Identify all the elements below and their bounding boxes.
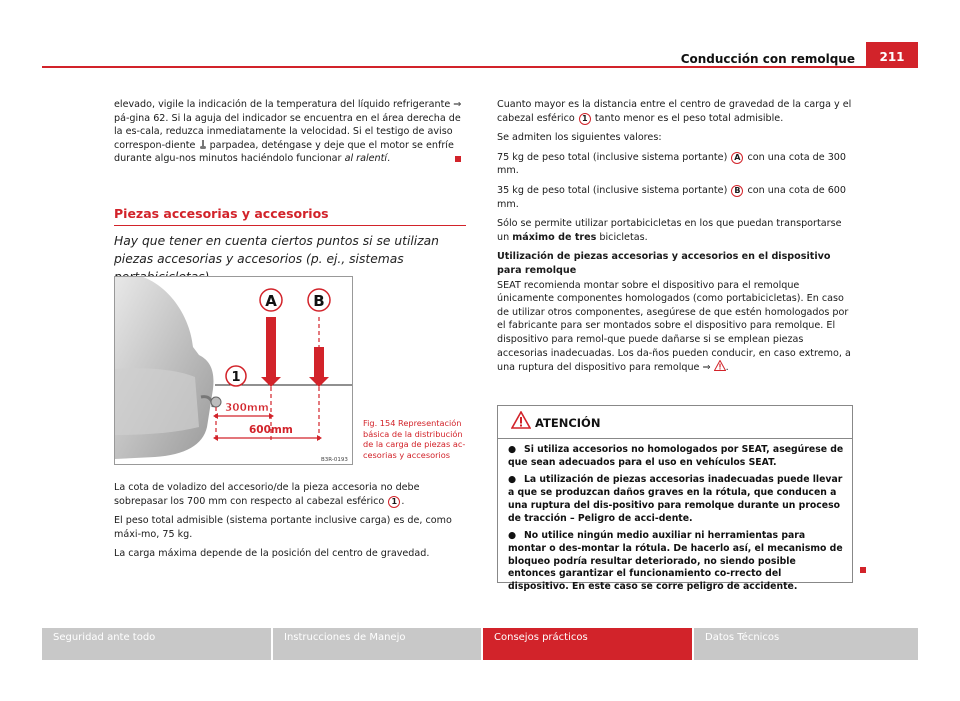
warning-header bbox=[498, 406, 852, 439]
marker-a-badge: A bbox=[731, 152, 743, 164]
section-heading: Piezas accesorias y accesorios bbox=[114, 206, 466, 226]
load-distribution-diagram bbox=[115, 277, 353, 465]
warning-item: ● No utilice ningún medio auxiliar ni herramientas para montar o des-montar la rótula. De hacerlo así, el mecanismo de bloqueo podría resultar deteriorado, no siendo posible entonces garantizar el funcionamiento co-rrecto del dispositivo. En este caso se corre peligro de accidente. bbox=[508, 530, 843, 593]
right-column bbox=[497, 98, 853, 381]
label-1: 1 bbox=[231, 370, 241, 385]
footer-tab-instrucciones[interactable]: Instrucciones de Manejo bbox=[273, 628, 481, 660]
caution-triangle-icon bbox=[511, 411, 531, 429]
paragraph-seat-recommends: SEAT recomienda montar sobre el dispositivo para el remolque únicamente componentes homologados (como portabicicletas). En caso de utilizar otros componentes, asegúrese de que estén homologados por el fabricante para ser montados sobre el dispositivo para remolque. El dispositivo para remol-que puede dañarse si se emplean piezas accesorias inadecuadas. Los da-ños pueden conducir, en caso extremo, a una ruptura del dispositivo para remolque ⇒ . bbox=[497, 279, 851, 374]
footer-tab-consejos[interactable]: Consejos prácticos bbox=[483, 628, 692, 660]
towball-shape bbox=[211, 397, 221, 407]
section-lead: Hay que tener en cuenta ciertos puntos si se utilizan piezas accesorias y accesorios (p. ej., sistemas bbox=[114, 234, 439, 266]
paragraph-bike-carrier: Sólo se permite utilizar portabicicletas en los que puedan transportarse un máximo de tres bicicletas. bbox=[497, 218, 842, 243]
figure-load-distribution bbox=[114, 276, 353, 465]
bullet: ● bbox=[508, 530, 517, 542]
left-column bbox=[114, 98, 466, 172]
dimension-600-label: 600mm bbox=[249, 424, 293, 436]
page-number: 211 bbox=[866, 42, 918, 66]
subheading-towbar-accessories: Utilización de piezas accesorias y accesorios en el dispositivo para remolque bbox=[497, 251, 831, 276]
car-bumper-shape bbox=[115, 368, 199, 435]
load-arrow-b-shaft bbox=[314, 347, 324, 377]
bullet: ● bbox=[508, 444, 517, 455]
load-arrow-a-shaft bbox=[266, 317, 276, 377]
figure-code: B3R-0193 bbox=[321, 457, 348, 463]
paragraph-value-a: 75 kg de peso total (inclusive sistema portante) A con una cota de 300 mm. bbox=[497, 151, 847, 177]
warning-item: ● La utilización de piezas accesorias inadecuadas puede llevar a que se produzcan daños graves en la rótula, que conducen a una ruptura del dis-positivo para remolque durante un proceso de tracción – Peligro de acci-dente. bbox=[508, 474, 843, 524]
paragraph-value-b: 35 kg de peso total (inclusive sistema portante) B con una cota de 600 mm. bbox=[497, 184, 847, 210]
paragraph-values-intro: Se admiten los siguientes valores: bbox=[497, 132, 662, 144]
warning-item: ● Si utiliza accesorios no homologados por SEAT, asegúrese de que sean adecuados para el uso en vehículos SEAT. bbox=[508, 444, 844, 468]
label-a: A bbox=[265, 292, 277, 310]
warning-title: ATENCIÓN bbox=[535, 416, 601, 430]
footer-tab-datos[interactable]: Datos Técnicos bbox=[694, 628, 918, 660]
warning-box bbox=[497, 405, 853, 593]
paragraph-total-weight: El peso total admisible (sistema portante inclusive carga) es de, como máxi-mo, 75 kg. bbox=[114, 515, 452, 540]
marker-1-badge: 1 bbox=[388, 496, 400, 508]
marker-b-badge: B bbox=[731, 185, 743, 197]
footer-tab-seguridad[interactable]: Seguridad ante todo bbox=[42, 628, 271, 660]
paragraph-center-of-gravity: Cuanto mayor es la distancia entre el centro de gravedad de la carga y el cabezal esférico 1 tanto menor es el peso total admisible. bbox=[497, 99, 852, 124]
figure-caption: Fig. 154 Representación básica de la distribución de la carga de piezas ac-cesorias y accesorios bbox=[363, 418, 466, 460]
running-header-title: Conducción con remolque bbox=[680, 52, 855, 66]
bullet: ● bbox=[508, 474, 517, 486]
marker-1-badge: 1 bbox=[579, 113, 591, 125]
label-b: B bbox=[313, 292, 325, 310]
dimension-300-label: 300mm bbox=[225, 402, 269, 414]
left-column-lower bbox=[114, 481, 466, 567]
coolant-temperature-icon bbox=[199, 140, 207, 149]
warning-body bbox=[498, 439, 852, 594]
paragraph-overhang: La cota de voladizo del accesorio/de la pieza accesoria no debe sobrepasar los 700 mm con respecto al cabezal esférico 1 . bbox=[114, 482, 420, 507]
section-end-marker bbox=[455, 156, 461, 162]
warning-triangle-icon bbox=[714, 360, 726, 371]
section-end-marker bbox=[860, 567, 866, 573]
header-rule bbox=[42, 66, 918, 68]
paragraph-temperature: elevado, vigile la indicación de la temperatura del líquido refrigerante ⇒ pá-gina 62. Si la aguja del indicador se encuentra en el área derecha de la es-cala, reduzca inmediatamente la velocidad. Si el testigo de aviso correspon-diente parpadea, deténgase y deje que el motor se enfríe durante algu-nos minutos haciéndolo funcionar al ralentí. bbox=[114, 99, 462, 165]
paragraph-max-load: La carga máxima depende de la posición del centro de gravedad. bbox=[114, 548, 430, 560]
